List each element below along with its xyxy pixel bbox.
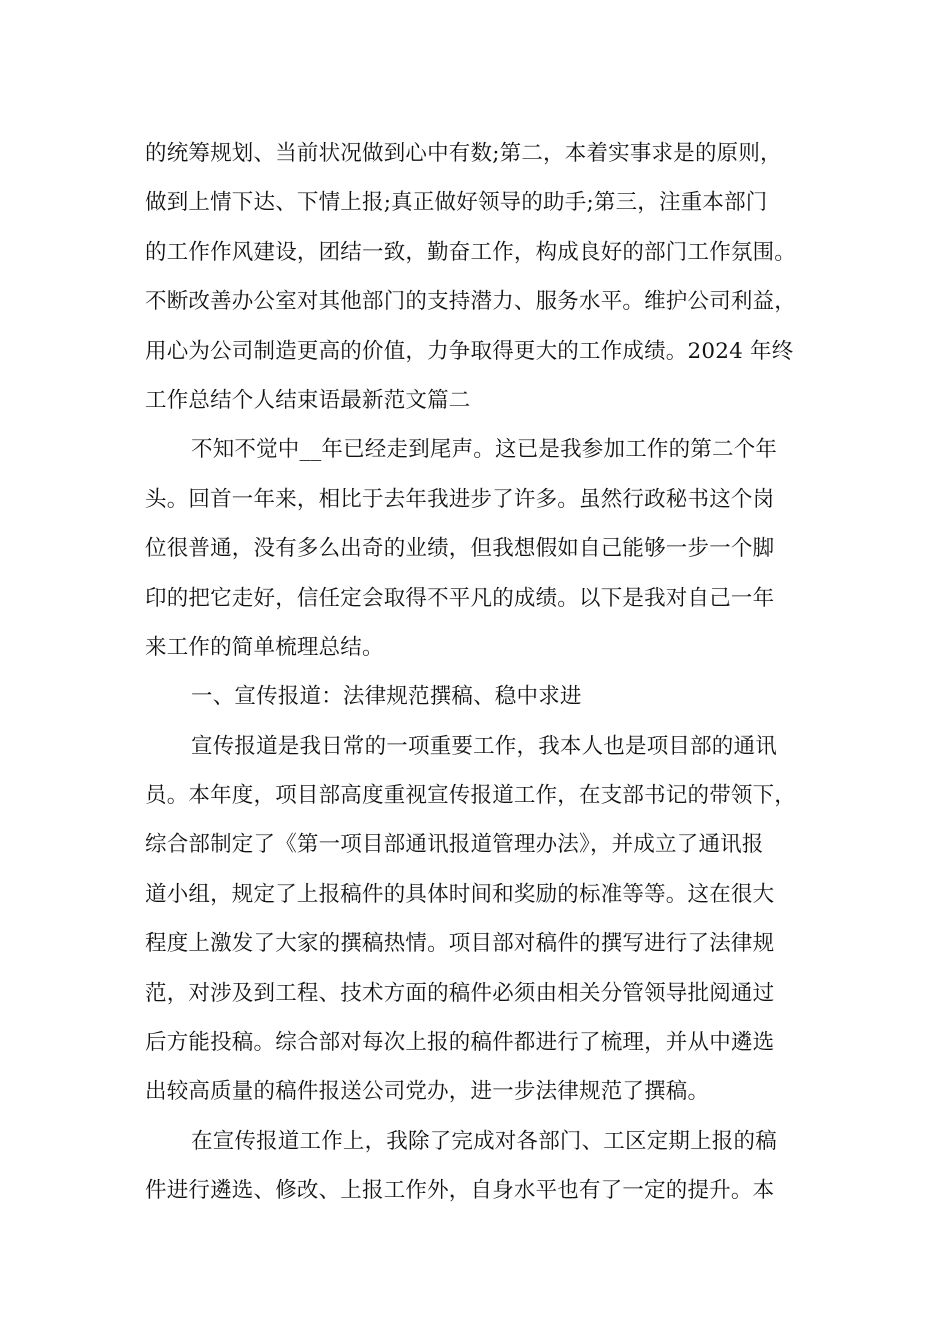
text-line: 头。回首一年来，相比于去年我进步了许多。虽然行政秘书这个岗 (145, 486, 775, 512)
text-line: 的统筹规划、当前状况做到心中有数;第二，本着实事求是的原则， (145, 141, 782, 166)
subsection-heading: 一、宣传报道：法律规范撰稿、稳中求进 (191, 684, 582, 710)
text-line: 后方能投稿。综合部对每次上报的稿件都进行了梳理，并从中遴选 (145, 1030, 775, 1056)
section-heading-line: 工作总结个人结束语最新范文篇二 (145, 387, 471, 413)
paragraph-first-line: 宣传报道是我日常的一项重要工作，我本人也是项目部的通讯 (191, 733, 777, 759)
paragraph-first-line: 不知不觉中__年已经走到尾声。这已是我参加工作的第二个年 (191, 437, 778, 463)
text-line: 件进行遴选、修改、上报工作外，自身水平也有了一定的提升。本 (145, 1178, 775, 1204)
text-line: 员。本年度，项目部高度重视宣传报道工作，在支部书记的带领下， (145, 783, 797, 809)
document-body (145, 129, 835, 1216)
text-line: 印的把它走好，信任定会取得不平凡的成绩。以下是我对自己一年 (145, 585, 775, 611)
text-line: 做到上情下达、下情上报;真正做好领导的助手;第三，注重本部门 (145, 190, 768, 216)
paragraph-first-line: 在宣传报道工作上，我除了完成对各部门、工区定期上报的稿 (191, 1128, 777, 1154)
text-line: 出较高质量的稿件报送公司党办，进一步法律规范了撰稿。 (145, 1079, 710, 1105)
text-line: 用心为公司制造更高的价值，力争取得更大的工作成绩。2024 年终 (145, 338, 794, 364)
text-line: 程度上激发了大家的撰稿热情。项目部对稿件的撰写进行了法律规 (145, 931, 775, 957)
text-line: 不断改善办公室对其他部门的支持潜力、服务水平。维护公司利益， (145, 289, 797, 315)
text-line: 道小组，规定了上报稿件的具体时间和奖励的标准等等。这在很大 (145, 881, 775, 907)
text-line: 来工作的简单梳理总结。 (145, 634, 384, 660)
text-line: 的工作作风建设，团结一致，勤奋工作，构成良好的部门工作氛围。 (145, 239, 797, 265)
text-line: 位很普通，没有多么出奇的业绩，但我想假如自己能够一步一个脚 (145, 536, 775, 562)
text-line: 范，对涉及到工程、技术方面的稿件必须由相关分管领导批阅通过 (145, 980, 775, 1006)
text-line: 综合部制定了《第一项目部通讯报道管理办法》，并成立了通讯报 (145, 832, 764, 858)
